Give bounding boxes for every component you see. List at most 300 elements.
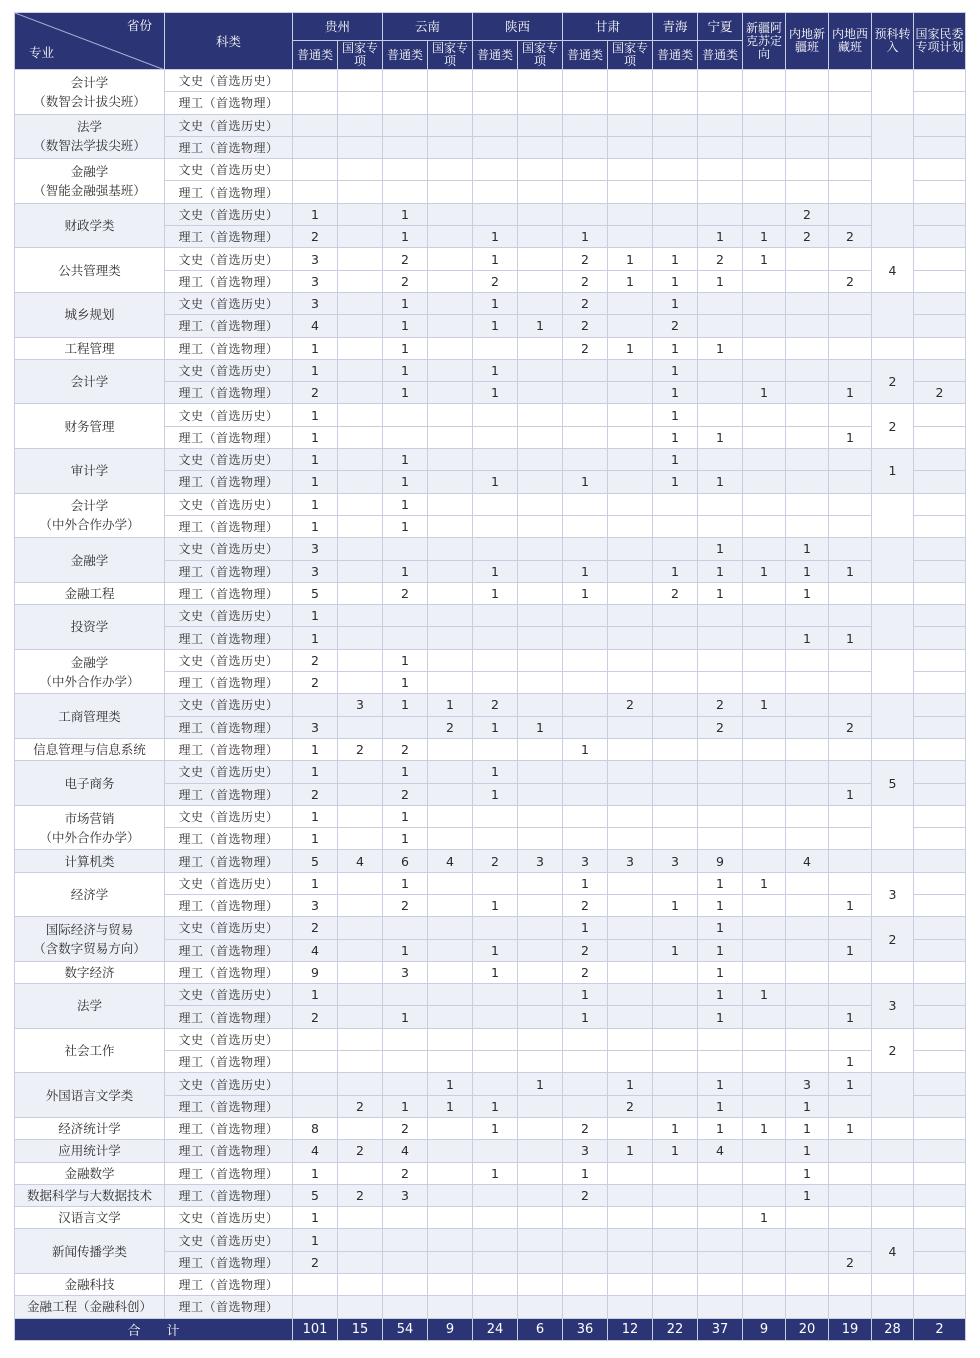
- quota-cell: 1: [698, 939, 743, 961]
- major-name-line: 金融学: [70, 552, 109, 568]
- preparatory-cell: [872, 1117, 914, 1139]
- quota-cell: [518, 582, 563, 604]
- quota-cell: [698, 515, 743, 537]
- quota-cell: [563, 538, 608, 560]
- quota-cell: [786, 738, 829, 760]
- subject-type-cell: 文史（首选历史）: [165, 1229, 293, 1251]
- quota-cell: [428, 984, 473, 1006]
- province-header: 贵州: [293, 13, 383, 41]
- quota-cell: 1: [293, 426, 338, 448]
- quota-cell: [338, 605, 383, 627]
- quota-cell: [698, 181, 743, 203]
- quota-cell: [608, 538, 653, 560]
- quota-cell: [608, 159, 653, 181]
- quota-cell: 1: [383, 203, 428, 225]
- quota-cell: [338, 1251, 383, 1273]
- quota-cell: [338, 1162, 383, 1184]
- quota-cell: 4: [293, 315, 338, 337]
- quota-cell: 3: [293, 538, 338, 560]
- quota-cell: [786, 917, 829, 939]
- quota-cell: [786, 1229, 829, 1251]
- quota-cell: 1: [473, 359, 518, 381]
- quota-cell: [338, 1296, 383, 1318]
- subject-type-cell: 理工（首选物理）: [165, 382, 293, 404]
- quota-cell: [786, 872, 829, 894]
- quota-cell: 2: [653, 582, 698, 604]
- quota-cell: [786, 716, 829, 738]
- quota-cell: [786, 136, 829, 158]
- quota-cell: [473, 1296, 518, 1318]
- ethnic-affairs-cell: [914, 872, 966, 894]
- quota-cell: [653, 1051, 698, 1073]
- major-name-line: 会计学: [70, 74, 109, 90]
- quota-cell: 1: [563, 1006, 608, 1028]
- quota-cell: [653, 1184, 698, 1206]
- quota-cell: [563, 1207, 608, 1229]
- quota-cell: [786, 159, 829, 181]
- quota-cell: [786, 649, 829, 671]
- quota-cell: [608, 1006, 653, 1028]
- quota-cell: [829, 538, 872, 560]
- total-row: [15, 1318, 966, 1340]
- quota-cell: 1: [383, 337, 428, 359]
- quota-cell: [653, 1251, 698, 1273]
- quota-cell: [428, 872, 473, 894]
- quota-cell: 1: [829, 627, 872, 649]
- quota-cell: [338, 761, 383, 783]
- quota-cell: 3: [563, 850, 608, 872]
- preparatory-cell: [872, 1207, 914, 1229]
- ethnic-affairs-cell: [914, 805, 966, 827]
- quota-cell: [338, 538, 383, 560]
- quota-cell: [338, 961, 383, 983]
- subject-type-cell: 理工（首选物理）: [165, 783, 293, 805]
- major-name-line: （数智法学拔尖班）: [33, 138, 146, 154]
- quota-cell: [563, 649, 608, 671]
- quota-cell: [563, 761, 608, 783]
- quota-cell: [428, 1229, 473, 1251]
- quota-cell: [653, 1028, 698, 1050]
- major-name-line: 城乡规划: [64, 307, 115, 323]
- subject-type-cell: 理工（首选物理）: [165, 92, 293, 114]
- quota-cell: [338, 226, 383, 248]
- major-name-line: （中外合作办学）: [39, 673, 140, 689]
- quota-cell: [473, 70, 518, 92]
- quota-cell: 1: [473, 1095, 518, 1117]
- table-row: [15, 1117, 966, 1139]
- quota-cell: 1: [786, 1162, 829, 1184]
- quota-cell: [473, 1051, 518, 1073]
- quota-cell: 1: [743, 984, 786, 1006]
- major-name-line: 数字经济: [64, 965, 115, 981]
- quota-cell: [653, 1073, 698, 1095]
- quota-cell: [428, 382, 473, 404]
- major-name-line: 国际经济与贸易: [45, 922, 134, 938]
- table-header: [15, 13, 966, 70]
- quota-cell: [383, 114, 428, 136]
- total-cell: 9: [743, 1318, 786, 1340]
- province-header: 陕西: [473, 13, 563, 41]
- quota-cell: [698, 70, 743, 92]
- quota-cell: 2: [563, 292, 608, 314]
- quota-cell: [428, 1207, 473, 1229]
- quota-cell: [518, 761, 563, 783]
- quota-cell: [428, 1051, 473, 1073]
- quota-cell: [698, 761, 743, 783]
- quota-cell: 2: [698, 694, 743, 716]
- quota-cell: [338, 270, 383, 292]
- major-name-cell: [15, 582, 165, 604]
- preparatory-cell: [872, 805, 914, 850]
- major-name-cell: [15, 70, 165, 115]
- quota-cell: [518, 961, 563, 983]
- quota-cell: 1: [473, 894, 518, 916]
- quota-cell: [473, 426, 518, 448]
- quota-cell: [743, 449, 786, 471]
- quota-cell: 1: [518, 315, 563, 337]
- subject-type-cell: 理工（首选物理）: [165, 270, 293, 292]
- table-row: [15, 1028, 966, 1050]
- preparatory-cell: [872, 738, 914, 760]
- quota-cell: [473, 649, 518, 671]
- quota-cell: [563, 359, 608, 381]
- quota-cell: 1: [293, 627, 338, 649]
- quota-cell: [428, 761, 473, 783]
- quota-cell: [563, 70, 608, 92]
- quota-cell: 1: [743, 872, 786, 894]
- ethnic-affairs-cell: [914, 270, 966, 292]
- preparatory-cell: [872, 649, 914, 694]
- quota-cell: [473, 449, 518, 471]
- table-row: [15, 1162, 966, 1184]
- quota-cell: [653, 649, 698, 671]
- quota-cell: [829, 449, 872, 471]
- quota-cell: 1: [428, 694, 473, 716]
- enrollment-plan-table-wrapper: [14, 12, 966, 1341]
- quota-cell: [563, 694, 608, 716]
- ethnic-affairs-cell: [914, 92, 966, 114]
- quota-cell: [563, 1073, 608, 1095]
- quota-cell: [743, 1229, 786, 1251]
- quota-cell: [653, 493, 698, 515]
- quota-cell: [518, 1296, 563, 1318]
- ethnic-affairs-cell: [914, 203, 966, 225]
- quota-cell: 2: [383, 1162, 428, 1184]
- quota-cell: [338, 939, 383, 961]
- quota-cell: [518, 939, 563, 961]
- subject-type-cell: 文史（首选历史）: [165, 159, 293, 181]
- quota-cell: 1: [829, 894, 872, 916]
- ethnic-affairs-cell: [914, 917, 966, 939]
- quota-cell: [829, 114, 872, 136]
- quota-cell: 1: [653, 404, 698, 426]
- quota-cell: [743, 404, 786, 426]
- preparatory-cell: [872, 538, 914, 583]
- major-name-line: （数智会计拔尖班）: [33, 93, 146, 109]
- quota-cell: [473, 337, 518, 359]
- quota-cell: [518, 828, 563, 850]
- quota-cell: 1: [383, 805, 428, 827]
- ethnic-affairs-cell: [914, 1051, 966, 1073]
- preparatory-cell: 3: [872, 984, 914, 1029]
- major-name-line: 汉语言文学: [58, 1210, 121, 1226]
- preparatory-cell: 2: [872, 917, 914, 962]
- quota-cell: [608, 605, 653, 627]
- quota-cell: [829, 984, 872, 1006]
- quota-cell: [563, 1028, 608, 1050]
- quota-cell: 1: [698, 560, 743, 582]
- quota-cell: [743, 1184, 786, 1206]
- major-name-line: 数据科学与大数据技术: [26, 1187, 152, 1203]
- plan-type-header: 国家专项: [518, 41, 563, 70]
- quota-cell: 2: [383, 783, 428, 805]
- quota-cell: [473, 404, 518, 426]
- quota-cell: [829, 337, 872, 359]
- quota-cell: [473, 92, 518, 114]
- quota-cell: 1: [563, 560, 608, 582]
- quota-cell: 1: [563, 226, 608, 248]
- quota-cell: 2: [786, 226, 829, 248]
- quota-cell: 2: [383, 894, 428, 916]
- quota-cell: 3: [293, 292, 338, 314]
- quota-cell: 1: [698, 1117, 743, 1139]
- quota-cell: 3: [293, 270, 338, 292]
- quota-cell: [518, 382, 563, 404]
- quota-cell: [473, 1006, 518, 1028]
- quota-cell: [608, 1274, 653, 1296]
- quota-cell: [786, 248, 829, 270]
- quota-cell: [473, 672, 518, 694]
- quota-cell: [786, 471, 829, 493]
- quota-cell: 1: [293, 449, 338, 471]
- quota-cell: [428, 471, 473, 493]
- preparatory-cell: [872, 1073, 914, 1118]
- quota-cell: [698, 404, 743, 426]
- quota-cell: 1: [293, 872, 338, 894]
- quota-cell: [608, 649, 653, 671]
- subject-type-cell: 理工（首选物理）: [165, 1296, 293, 1318]
- quota-cell: 1: [428, 1073, 473, 1095]
- table-row: [15, 404, 966, 426]
- quota-cell: 4: [338, 850, 383, 872]
- quota-cell: 1: [563, 1162, 608, 1184]
- quota-cell: 1: [518, 1073, 563, 1095]
- quota-cell: [473, 1207, 518, 1229]
- quota-cell: [473, 493, 518, 515]
- quota-cell: [428, 1162, 473, 1184]
- total-cell: 19: [829, 1318, 872, 1340]
- quota-cell: 2: [563, 337, 608, 359]
- major-name-cell: [15, 292, 165, 337]
- quota-cell: [608, 1184, 653, 1206]
- quota-cell: [829, 828, 872, 850]
- table-row: [15, 761, 966, 783]
- quota-cell: [653, 605, 698, 627]
- quota-cell: [473, 515, 518, 537]
- quota-cell: [518, 872, 563, 894]
- quota-cell: [829, 1274, 872, 1296]
- quota-cell: [653, 1095, 698, 1117]
- ethnic-affairs-cell: [914, 1184, 966, 1206]
- major-name-line: 经济统计学: [58, 1121, 121, 1137]
- quota-cell: [383, 716, 428, 738]
- quota-cell: [653, 694, 698, 716]
- quota-cell: [743, 672, 786, 694]
- quota-cell: [428, 538, 473, 560]
- quota-cell: [743, 114, 786, 136]
- quota-cell: [473, 805, 518, 827]
- quota-cell: [383, 1073, 428, 1095]
- ethnic-affairs-cell: [914, 538, 966, 560]
- major-name-cell: [15, 1140, 165, 1162]
- quota-cell: [608, 783, 653, 805]
- quota-cell: [743, 1251, 786, 1273]
- ethnic-affairs-cell: [914, 1073, 966, 1095]
- ethnic-affairs-cell: [914, 560, 966, 582]
- quota-cell: [786, 1207, 829, 1229]
- quota-cell: [428, 70, 473, 92]
- quota-cell: 2: [293, 783, 338, 805]
- subject-type-cell: 理工（首选物理）: [165, 1117, 293, 1139]
- quota-cell: [608, 961, 653, 983]
- table-row: [15, 203, 966, 225]
- quota-cell: 3: [608, 850, 653, 872]
- ethnic-affairs-cell: [914, 738, 966, 760]
- ethnic-affairs-cell: [914, 605, 966, 627]
- quota-cell: 1: [428, 1095, 473, 1117]
- ethnic-affairs-cell: [914, 515, 966, 537]
- quota-cell: 1: [563, 872, 608, 894]
- quota-cell: [786, 1006, 829, 1028]
- quota-cell: [829, 515, 872, 537]
- quota-cell: [383, 627, 428, 649]
- quota-cell: 2: [383, 1117, 428, 1139]
- quota-cell: 3: [518, 850, 563, 872]
- major-name-cell: [15, 694, 165, 739]
- quota-cell: 1: [383, 694, 428, 716]
- quota-cell: [338, 1207, 383, 1229]
- ethnic-affairs-cell: [914, 159, 966, 181]
- quota-cell: [338, 315, 383, 337]
- quota-cell: [653, 226, 698, 248]
- quota-cell: 3: [653, 850, 698, 872]
- quota-cell: [563, 1296, 608, 1318]
- quota-cell: 1: [608, 337, 653, 359]
- quota-cell: [518, 1184, 563, 1206]
- quota-cell: [653, 961, 698, 983]
- quota-cell: [428, 226, 473, 248]
- quota-cell: 1: [293, 1162, 338, 1184]
- quota-cell: [428, 605, 473, 627]
- quota-cell: [428, 1117, 473, 1139]
- quota-cell: 1: [473, 315, 518, 337]
- table-row: [15, 582, 966, 604]
- subject-type-cell: 理工（首选物理）: [165, 136, 293, 158]
- quota-cell: [338, 181, 383, 203]
- quota-cell: [428, 1184, 473, 1206]
- ethnic-affairs-cell: [914, 1207, 966, 1229]
- quota-cell: 2: [698, 716, 743, 738]
- quota-cell: 1: [653, 560, 698, 582]
- quota-cell: [428, 404, 473, 426]
- quota-cell: [518, 694, 563, 716]
- ethnic-affairs-cell: [914, 493, 966, 515]
- quota-cell: 1: [786, 582, 829, 604]
- province-header: 云南: [383, 13, 473, 41]
- quota-cell: 1: [698, 426, 743, 448]
- quota-cell: 1: [473, 292, 518, 314]
- major-name-line: 金融数学: [64, 1165, 115, 1181]
- quota-cell: 2: [563, 894, 608, 916]
- quota-cell: [608, 449, 653, 471]
- quota-cell: [428, 1028, 473, 1050]
- ethnic-affairs-cell: [914, 315, 966, 337]
- quota-cell: [428, 649, 473, 671]
- quota-cell: [608, 1117, 653, 1139]
- quota-cell: [743, 1140, 786, 1162]
- quota-cell: [563, 672, 608, 694]
- subject-type-cell: 理工（首选物理）: [165, 939, 293, 961]
- quota-cell: [786, 605, 829, 627]
- quota-cell: [428, 1274, 473, 1296]
- major-name-line: 金融学: [70, 163, 109, 179]
- quota-cell: [608, 493, 653, 515]
- quota-cell: [653, 627, 698, 649]
- quota-cell: [786, 270, 829, 292]
- quota-cell: [786, 1051, 829, 1073]
- major-name-line: 市场营销: [64, 810, 115, 826]
- quota-cell: [743, 828, 786, 850]
- preparatory-cell: [872, 1140, 914, 1162]
- quota-cell: [428, 515, 473, 537]
- total-cell: 6: [518, 1318, 563, 1340]
- quota-cell: 1: [293, 738, 338, 760]
- quota-cell: [829, 181, 872, 203]
- subject-type-cell: 文史（首选历史）: [165, 203, 293, 225]
- quota-cell: [829, 292, 872, 314]
- major-name-cell: [15, 449, 165, 494]
- subject-type-cell: 理工（首选物理）: [165, 426, 293, 448]
- quota-cell: 1: [698, 226, 743, 248]
- special-plan-header: 国家民委专项计划: [914, 13, 966, 70]
- quota-cell: [743, 1051, 786, 1073]
- total-cell: 9: [428, 1318, 473, 1340]
- ethnic-affairs-cell: [914, 761, 966, 783]
- major-name-line: 计算机类: [64, 853, 115, 869]
- quota-cell: 2: [563, 961, 608, 983]
- major-name-cell: [15, 738, 165, 760]
- table-body: [15, 70, 966, 1319]
- quota-cell: [829, 92, 872, 114]
- quota-cell: [698, 292, 743, 314]
- major-name-line: 新闻传播学类: [51, 1243, 127, 1259]
- quota-cell: 1: [653, 337, 698, 359]
- quota-cell: [383, 92, 428, 114]
- quota-cell: [338, 337, 383, 359]
- enrollment-plan-table: [14, 12, 966, 1341]
- quota-cell: [698, 1296, 743, 1318]
- quota-cell: [786, 493, 829, 515]
- quota-cell: [518, 894, 563, 916]
- major-name-cell: [15, 1073, 165, 1118]
- table-row: [15, 961, 966, 983]
- quota-cell: [698, 114, 743, 136]
- ethnic-affairs-cell: [914, 582, 966, 604]
- major-name-line: 信息管理与信息系统: [33, 742, 146, 758]
- quota-cell: [428, 805, 473, 827]
- quota-cell: [473, 203, 518, 225]
- preparatory-cell: [872, 70, 914, 115]
